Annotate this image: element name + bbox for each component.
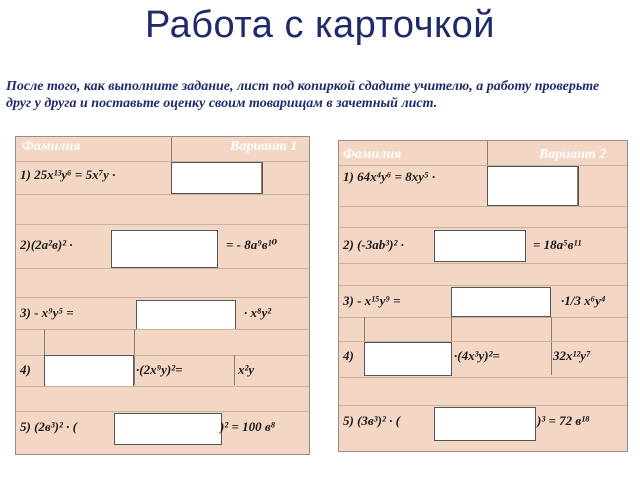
task-5-left-v2: 5) (3в³)² · ( <box>343 413 400 428</box>
task-4-left: 4) <box>20 362 31 377</box>
answer-box-1[interactable] <box>171 162 263 194</box>
surname-label: Фамилия <box>22 139 81 154</box>
task-4-right: x²y <box>238 362 255 377</box>
answer-box-3-v2[interactable] <box>451 287 551 317</box>
task-4-left-v2: 4) <box>343 348 354 363</box>
card-variant-2 <box>338 140 628 452</box>
task-1-v2: 1) 64x⁴y⁶ = 8xy⁵ · <box>343 169 436 184</box>
card-variant-1 <box>15 136 310 455</box>
answer-box-4-v2[interactable] <box>364 342 452 376</box>
task-5-right-v2: )³ = 72 в¹⁸ <box>537 413 590 428</box>
task-4-mid-v2: ·(4x³y)²= <box>454 348 500 363</box>
task-3-right: · x⁸y² <box>244 305 272 320</box>
variant-label: Вариант 1 <box>230 139 298 154</box>
task-5-right: )² = 100 в⁸ <box>220 419 276 434</box>
answer-box-2-v2[interactable] <box>434 230 526 262</box>
task-2-right-v2: = 18a⁵в¹¹ <box>533 237 582 252</box>
answer-box-2[interactable] <box>111 230 218 268</box>
slide-title: Работа с карточкой <box>145 4 495 46</box>
task-2-right: = - 8a⁹в¹⁰ <box>226 237 278 252</box>
task-3-left-v2: 3) - x¹⁵y⁹ = <box>343 293 401 308</box>
answer-box-1-v2[interactable] <box>487 166 579 206</box>
surname-label-2: Фамилия <box>343 147 402 162</box>
task-4-mid: ·(2x⁹y)²= <box>136 362 183 377</box>
task-1: 1) 25x¹³y⁶ = 5x⁷y · <box>20 167 116 182</box>
answer-box-3[interactable] <box>136 300 236 330</box>
variant-label-2: Вариант 2 <box>539 147 607 162</box>
task-2-left: 2)(2a²в)² · <box>20 237 73 252</box>
task-3-left: 3) - x⁹y⁵ = <box>20 305 74 320</box>
instruction-text: После того, как выполните задание, лист под копиркой сдадите учителю, а работу проверьте друг у друга и поставьте оценку своим товарищам в зачетный лист. <box>6 79 600 111</box>
answer-box-5[interactable] <box>114 413 222 445</box>
task-2-left-v2: 2) (-3ab³)² · <box>343 237 404 252</box>
task-5-left: 5) (2в³)² · ( <box>20 419 77 434</box>
task-3-right-v2: ·1/3 x⁶y⁴ <box>561 293 606 308</box>
answer-box-5-v2[interactable] <box>434 407 536 441</box>
answer-box-4[interactable] <box>44 355 134 387</box>
task-4-right-v2: 32x¹²y⁷ <box>553 348 591 363</box>
